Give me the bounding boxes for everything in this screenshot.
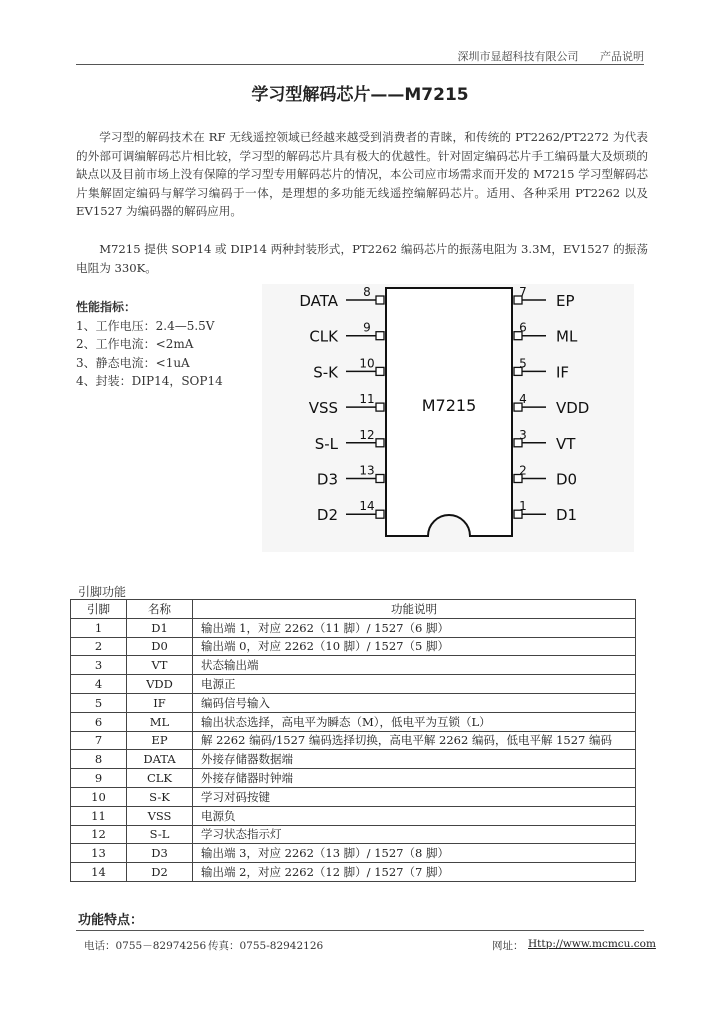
pin-label: VSS xyxy=(308,399,338,418)
cell-pin: 2 xyxy=(71,637,127,656)
pin-number: 14 xyxy=(359,499,375,514)
performance-item: 3、静态电流：<1uA xyxy=(76,355,190,370)
cell-pin: 4 xyxy=(71,675,127,694)
performance-item: 2、工作电流：<2mA xyxy=(76,337,194,351)
pin-table-body xyxy=(71,618,636,881)
cell-name: D2 xyxy=(127,863,193,882)
pin-number: 2 xyxy=(519,463,527,478)
performance-item: 1、工作电压：2.4—5.5V xyxy=(76,318,215,333)
pin-number: 9 xyxy=(363,320,371,335)
table-row xyxy=(71,844,636,863)
pin-pad xyxy=(376,510,384,518)
pin-number: 7 xyxy=(519,285,527,299)
cell-name: D0 xyxy=(127,637,193,656)
cell-pin: 6 xyxy=(71,712,127,731)
pin-label: VT xyxy=(556,434,576,453)
cell-function: 电源负 xyxy=(193,806,636,825)
table-row xyxy=(71,806,636,825)
header-function: 功能说明 xyxy=(193,600,636,619)
cell-pin: 10 xyxy=(71,787,127,806)
table-row xyxy=(71,693,636,712)
page-title: 学习型解码芯片——M7215 xyxy=(251,85,469,105)
table-row xyxy=(71,637,636,656)
table-row xyxy=(71,656,636,675)
cell-name: CLK xyxy=(127,769,193,788)
performance-section xyxy=(76,298,223,391)
cell-function: 学习对码按键 xyxy=(193,787,636,806)
cell-function: 外接存储器时钟端 xyxy=(193,769,636,788)
pin-label: D1 xyxy=(556,506,578,525)
cell-name: D3 xyxy=(127,844,193,863)
package-paragraph: M7215 提供 SOP14 或 DIP14 两种封装形式，PT2262 编码芯片的振荡电阻为 3.3M，EV1527 的振荡电阻为 330K。 xyxy=(76,242,648,275)
cell-name: S-K xyxy=(127,787,193,806)
cell-function: 输出端 0，对应 2262（10 脚）/ 1527（5 脚） xyxy=(193,637,636,656)
page-footer xyxy=(76,930,656,953)
table-row xyxy=(71,618,636,637)
pin-number: 10 xyxy=(359,356,375,371)
chip-svg xyxy=(262,284,634,552)
pin-label: IF xyxy=(556,363,570,382)
cell-pin: 11 xyxy=(71,806,127,825)
cell-function: 输出端 1，对应 2262（11 脚）/ 1527（6 脚） xyxy=(193,618,636,637)
pin-number: 5 xyxy=(519,356,527,371)
cell-name: VSS xyxy=(127,806,193,825)
cell-pin: 3 xyxy=(71,656,127,675)
pin-pad xyxy=(376,296,384,304)
pin-function-table xyxy=(70,599,636,882)
table-row xyxy=(71,731,636,750)
footer-fax: 传真：0755-82942126 xyxy=(208,940,324,952)
pin-number: 8 xyxy=(363,285,371,299)
performance-item: 4、封装：DIP14，SOP14 xyxy=(76,374,223,388)
footer-phone: 电话：0755－82974256 xyxy=(84,940,207,952)
pin-pad xyxy=(376,439,384,447)
cell-name: S-L xyxy=(127,825,193,844)
pin-pad xyxy=(376,367,384,375)
cell-name: IF xyxy=(127,693,193,712)
cell-function: 输出状态选择，高电平为瞬态（M），低电平为互锁（L） xyxy=(193,712,636,731)
doc-type: 产品说明 xyxy=(600,50,644,63)
cell-function: 解 2262 编码/1527 编码选择切换，高电平解 2262 编码，低电平解 1527 编码 xyxy=(193,731,636,750)
pin-label: CLK xyxy=(309,327,338,346)
cell-pin: 1 xyxy=(71,618,127,637)
pin-pad xyxy=(376,475,384,483)
table-row xyxy=(71,750,636,769)
table-row xyxy=(71,825,636,844)
pin-number: 1 xyxy=(519,499,527,514)
pin-label: DATA xyxy=(299,292,338,310)
cell-name: ML xyxy=(127,712,193,731)
cell-name: EP xyxy=(127,731,193,750)
pin-label: VDD xyxy=(556,399,590,418)
cell-function: 输出端 2，对应 2262（12 脚）/ 1527（7 脚） xyxy=(193,863,636,882)
cell-pin: 5 xyxy=(71,693,127,712)
cell-pin: 12 xyxy=(71,825,127,844)
pin-pad xyxy=(376,332,384,340)
cell-function: 学习状态指示灯 xyxy=(193,825,636,844)
pin-label: ML xyxy=(556,327,578,346)
pin-number: 4 xyxy=(519,392,527,407)
pin-label: S-K xyxy=(313,363,338,382)
table-row xyxy=(71,675,636,694)
cell-function: 电源正 xyxy=(193,675,636,694)
pin-number: 6 xyxy=(519,320,527,335)
header-pin: 引脚 xyxy=(71,600,127,619)
cell-function: 外接存储器数据端 xyxy=(193,750,636,769)
pin-label: D0 xyxy=(556,470,578,489)
pin-number: 11 xyxy=(359,392,375,407)
pin-label: D3 xyxy=(316,470,338,489)
page-header xyxy=(76,44,644,65)
header-name: 名称 xyxy=(127,600,193,619)
cell-function: 输出端 3，对应 2262（13 脚）/ 1527（8 脚） xyxy=(193,844,636,863)
cell-pin: 14 xyxy=(71,863,127,882)
company-name: 深圳市显超科技有限公司 xyxy=(457,50,579,63)
table-row xyxy=(71,712,636,731)
features-heading: 功能特点： xyxy=(78,913,144,928)
cell-name: VDD xyxy=(127,675,193,694)
pin-table-title: 引脚功能 xyxy=(78,585,127,599)
cell-pin: 9 xyxy=(71,769,127,788)
pin-label: S-L xyxy=(314,434,338,453)
cell-pin: 13 xyxy=(71,844,127,863)
chip-name: M7215 xyxy=(421,396,477,415)
pin-label: EP xyxy=(556,292,575,310)
cell-name: DATA xyxy=(127,750,193,769)
footer-url[interactable]: Http://www.mcmcu.com xyxy=(528,938,656,950)
intro-paragraph: 学习型的解码技术在 RF 无线遥控领域已经越来越受到消费者的青睐，和传统的 PT2262/PT2272 为代表的外部可调编解码芯片相比较，学习型的解码芯片具有极大的优越性。针对固定编码芯片手工编码量大及烦琐的缺点以及目前市场上没有保障的学习型专用解码芯片的情况，本公司应市场需求而开发的 M7215 学习型解码芯片集解固定编码与解学习编码于一体，是理想的多功能无线遥控编解码芯片。适用、各种采用 PT2262 以及 EV1527 为编码器的解码应用。 xyxy=(76,130,648,219)
table-row xyxy=(71,787,636,806)
pin-number: 13 xyxy=(359,463,375,478)
cell-name: D1 xyxy=(127,618,193,637)
cell-function: 编码信号输入 xyxy=(193,693,636,712)
cell-pin: 7 xyxy=(71,731,127,750)
pin-number: 12 xyxy=(359,427,375,442)
cell-function: 状态输出端 xyxy=(193,656,636,675)
chip-pinout-diagram xyxy=(262,284,634,552)
table-row xyxy=(71,863,636,882)
performance-heading: 性能指标： xyxy=(76,300,137,314)
table-row xyxy=(71,769,636,788)
pin-label: D2 xyxy=(316,506,338,525)
cell-pin: 8 xyxy=(71,750,127,769)
table-header-row xyxy=(71,600,636,619)
pin-pad xyxy=(376,403,384,411)
footer-web-label: 网址： xyxy=(492,940,524,952)
pin-number: 3 xyxy=(519,427,527,442)
cell-name: VT xyxy=(127,656,193,675)
